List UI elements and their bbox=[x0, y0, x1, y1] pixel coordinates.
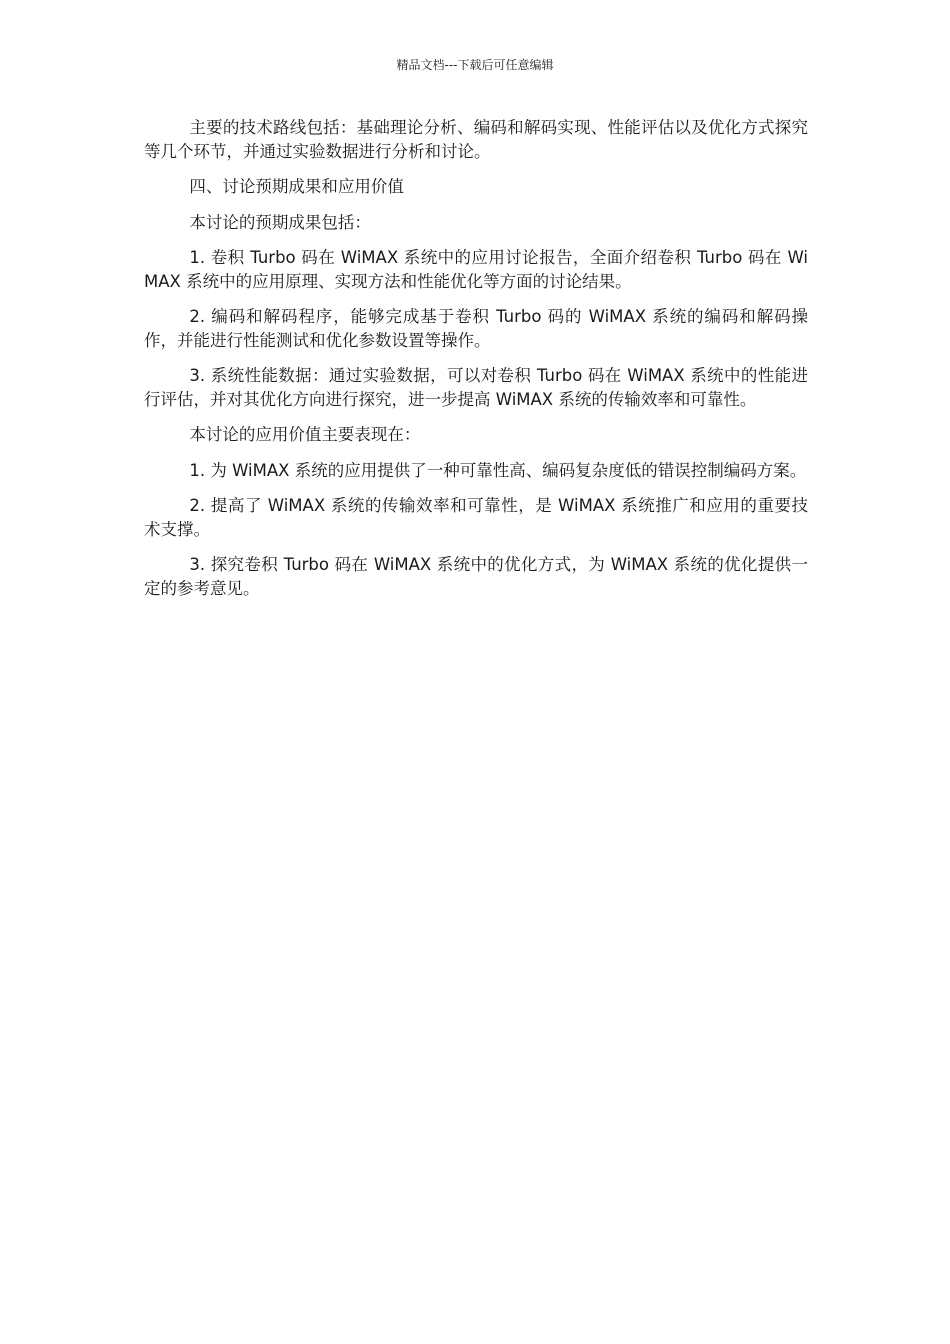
list-item-result-3: 3. 系统性能数据：通过实验数据，可以对卷积 Turbo 码在 WiMAX 系统中的性能进行评估，并对其优化方向进行探究，进一步提高 WiMAX 系统的传输效率和可靠性。 bbox=[144, 366, 808, 409]
paragraph-technical-route: 主要的技术路线包括：基础理论分析、编码和解码实现、性能评估以及优化方式探究等几个环节，并通过实验数据进行分析和讨论。 bbox=[144, 118, 808, 161]
list-item-value-1: 1. 为 WiMAX 系统的应用提供了一种可靠性高、编码复杂度低的错误控制编码方案。 bbox=[189, 460, 807, 480]
document-body bbox=[144, 116, 808, 612]
paragraph-expected-results-intro: 本讨论的预期成果包括： bbox=[189, 212, 371, 232]
list-item-result-1: 1. 卷积 Turbo 码在 WiMAX 系统中的应用讨论报告，全面介绍卷积 Turbo 码在 WiMAX 系统中的应用原理、实现方法和性能优化等方面的讨论结果。 bbox=[144, 248, 808, 291]
list-item-value-3: 3. 探究卷积 Turbo 码在 WiMAX 系统中的优化方式，为 WiMAX 系统的优化提供一定的参考意见。 bbox=[144, 555, 808, 598]
list-item-result-2: 2. 编码和解码程序，能够完成基于卷积 Turbo 码的 WiMAX 系统的编码和解码操作，并能进行性能测试和优化参数设置等操作。 bbox=[144, 307, 808, 350]
page-header-watermark: 精品文档---下载后可任意编辑 bbox=[396, 58, 554, 72]
list-item-value-2: 2. 提高了 WiMAX 系统的传输效率和可靠性，是 WiMAX 系统推广和应用的重要技术支撑。 bbox=[144, 496, 808, 539]
paragraph-application-value-intro: 本讨论的应用价值主要表现在： bbox=[189, 425, 421, 444]
section-heading-expected-results: 四、讨论预期成果和应用价值 bbox=[189, 177, 404, 196]
